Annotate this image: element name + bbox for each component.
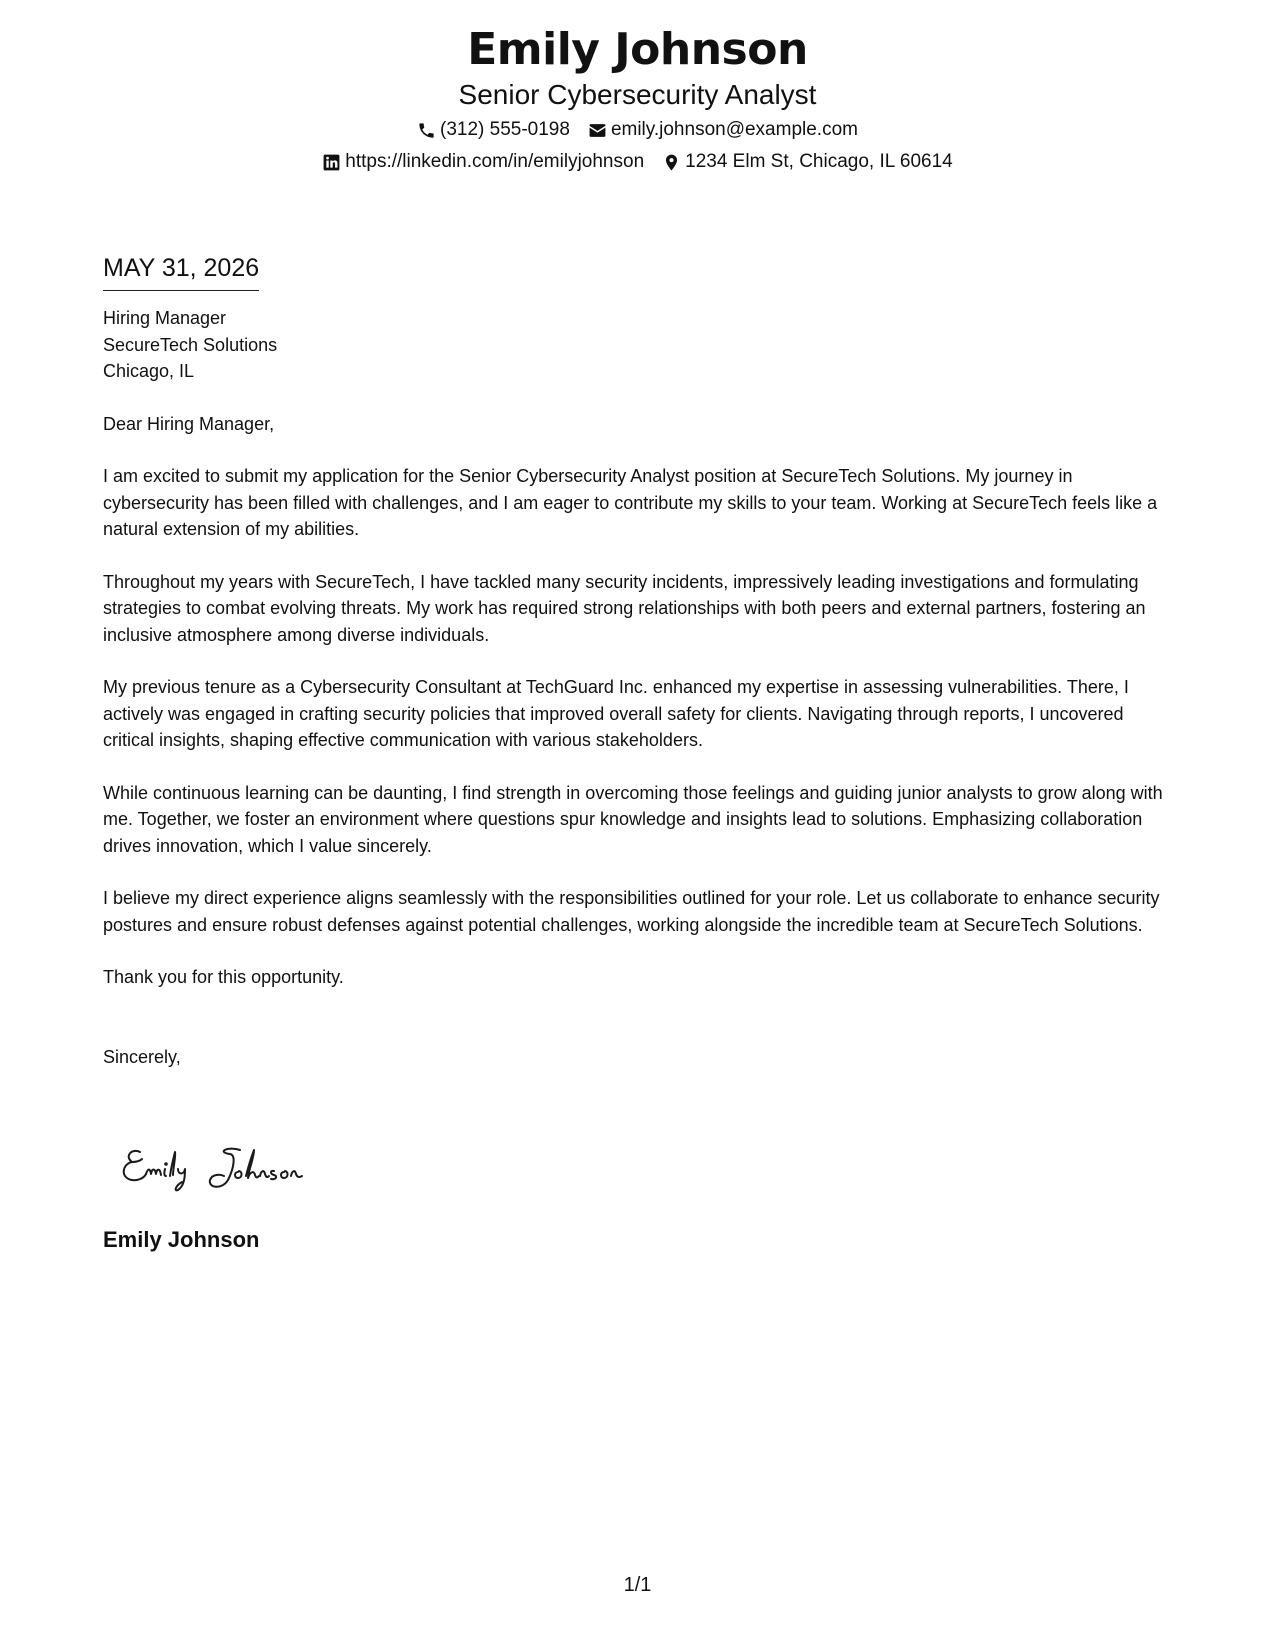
- contact-row-primary: [0, 118, 1275, 142]
- body-paragraph: I am excited to submit my application for the Senior Cybersecurity Analyst position at SecureTech Solutions. My journey in cybersecurity has been filled with challenges, and I am eager to contribute my skills to your team. Working at SecureTech feels like a natural extension of my abilities.: [103, 466, 1158, 539]
- salutation: Dear Hiring Manager,: [103, 413, 275, 434]
- phone-icon: [417, 121, 436, 140]
- phone-text: (312) 555-0198: [440, 119, 570, 140]
- signer-name: Emily Johnson: [103, 1227, 260, 1252]
- address-text: 1234 Elm St, Chicago, IL 60614: [685, 151, 953, 172]
- contact-phone: [417, 118, 570, 142]
- email-text[interactable]: emily.johnson@example.com: [610, 119, 858, 140]
- recipient-line: Hiring Manager: [103, 308, 227, 328]
- contact-row-secondary: [0, 150, 1275, 174]
- applicant-title: Senior Cybersecurity Analyst: [458, 79, 817, 110]
- body-paragraph: I believe my direct experience aligns seamlessly with the responsibilities outlined for your role. Let us collaborate to enhance security postures and ensure robust defenses against potential challenges, working alongside the incredible team at SecureTech Solutions.: [103, 888, 1160, 935]
- body-paragraph: While continuous learning can be daunting, I find strength in overcoming those feelings and guiding junior analysts to grow along with me. Together, we foster an environment where questions spur knowledge and insights lead to solutions. Emphasizing collaboration drives innovation, which I value sincerely.: [103, 782, 1163, 856]
- page-number: 1/1: [623, 1574, 652, 1596]
- letter-body: [103, 252, 1178, 1070]
- contact-email[interactable]: [588, 118, 858, 142]
- letter-header: [0, 22, 1275, 174]
- handwritten-signature: [118, 1138, 358, 1194]
- applicant-name: Emily Johnson: [467, 24, 808, 75]
- map-marker-icon: [662, 153, 681, 172]
- body-paragraph: My previous tenure as a Cybersecurity Consultant at TechGuard Inc. enhanced my expertise in assessing vulnerabilities. There, I actively was engaged in crafting security policies that improved overall safety for clients. Navigating through reports, I uncovered critical insights, shaping effective communication with various stakeholders.: [103, 677, 1129, 750]
- letter-date: MAY 31, 2026: [103, 252, 259, 291]
- recipient-line: Chicago, IL: [103, 361, 195, 381]
- linkedin-text[interactable]: https://linkedin.com/in/emilyjohnson: [345, 151, 645, 172]
- contact-linkedin[interactable]: [322, 150, 644, 174]
- contact-address: [662, 150, 953, 174]
- recipient-block: [103, 305, 1178, 385]
- recipient-line: SecureTech Solutions: [103, 334, 278, 355]
- envelope-icon: [588, 121, 607, 140]
- linkedin-icon: [322, 153, 341, 172]
- body-paragraph: Thank you for this opportunity.: [103, 967, 344, 987]
- body-paragraph: Throughout my years with SecureTech, I have tackled many security incidents, impressively leading investigations and formulating strategies to combat evolving threats. My work has required strong relationships with both peers and external partners, fostering an inclusive atmosphere among diverse individuals.: [103, 571, 1146, 645]
- closing: Sincerely,: [103, 1046, 181, 1067]
